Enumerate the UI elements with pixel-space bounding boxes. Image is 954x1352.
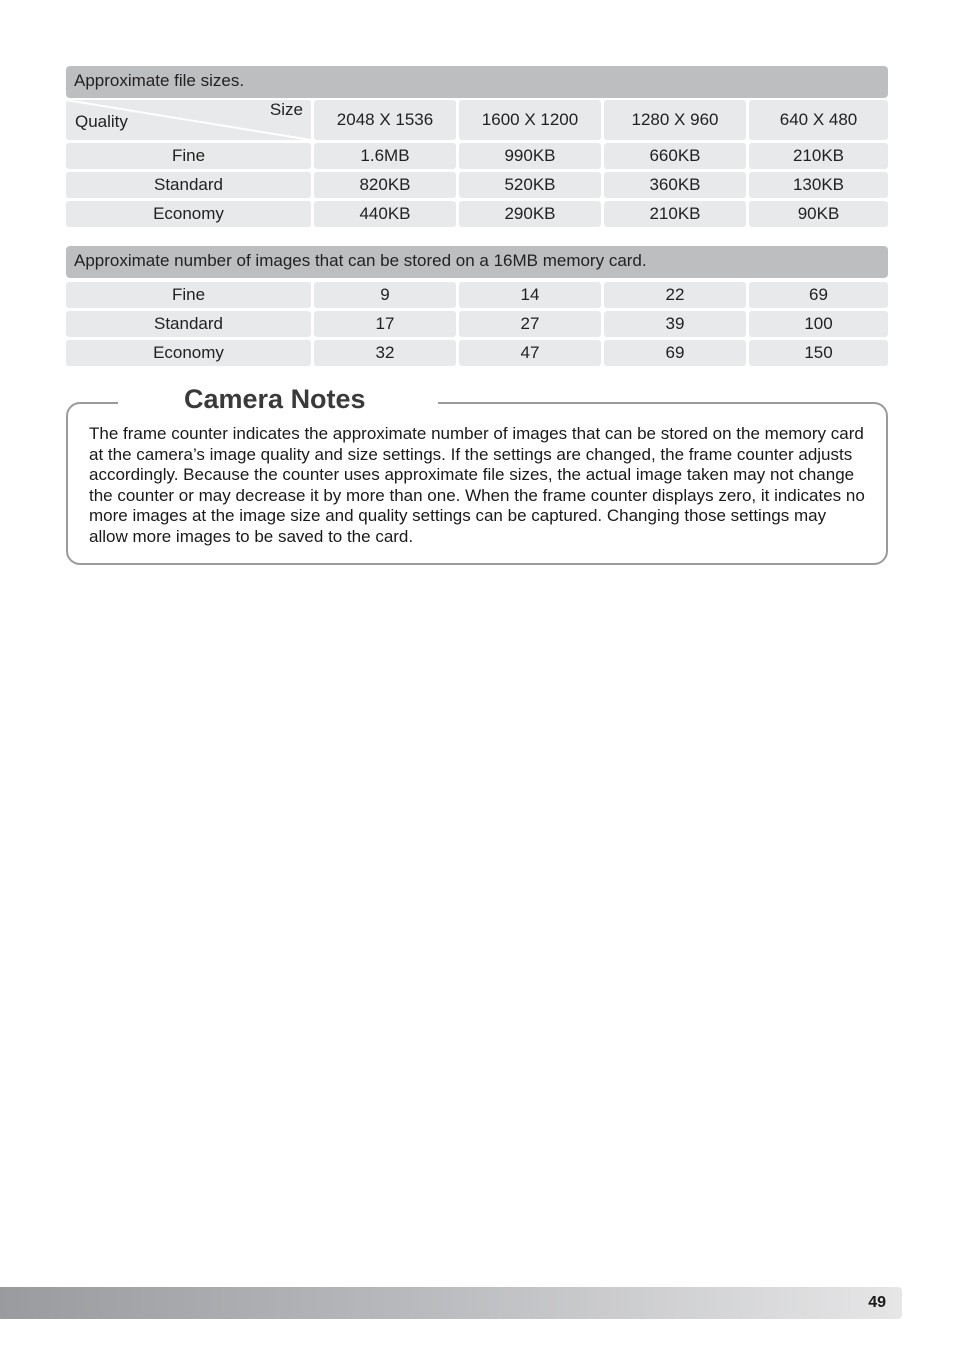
value-cell: 290KB [459, 201, 601, 227]
value-cell: 9 [314, 282, 456, 308]
value-cell: 990KB [459, 143, 601, 169]
quality-cell: Standard [66, 172, 311, 198]
image-counts-header: Approximate number of images that can be stored on a 16MB memory card. [66, 246, 888, 278]
quality-cell: Economy [66, 201, 311, 227]
value-cell: 440KB [314, 201, 456, 227]
table-row [66, 311, 888, 337]
value-cell: 360KB [604, 172, 746, 198]
quality-size-corner-cell [66, 100, 311, 140]
value-cell: 820KB [314, 172, 456, 198]
camera-notes-title: Camera Notes [184, 384, 366, 414]
value-cell: 69 [604, 340, 746, 366]
value-cell: 17 [314, 311, 456, 337]
column-header: 1600 X 1200 [459, 100, 601, 140]
table-row [66, 143, 888, 169]
value-cell: 130KB [749, 172, 888, 198]
quality-cell: Standard [66, 311, 311, 337]
quality-cell: Economy [66, 340, 311, 366]
value-cell: 47 [459, 340, 601, 366]
size-label: Size [269, 100, 303, 119]
table-row [66, 340, 888, 366]
page-number: 49 [868, 1294, 886, 1311]
quality-cell: Fine [66, 282, 311, 308]
value-cell: 100 [749, 311, 888, 337]
column-header: 1280 X 960 [604, 100, 746, 140]
column-header: 640 X 480 [749, 100, 888, 140]
value-cell: 90KB [749, 201, 888, 227]
value-cell: 210KB [749, 143, 888, 169]
column-header: 2048 X 1536 [314, 100, 456, 140]
value-cell: 150 [749, 340, 888, 366]
value-cell: 69 [749, 282, 888, 308]
table-row [66, 282, 888, 308]
value-cell: 27 [459, 311, 601, 337]
value-cell: 520KB [459, 172, 601, 198]
value-cell: 1.6MB [314, 143, 456, 169]
value-cell: 39 [604, 311, 746, 337]
table-row [66, 201, 888, 227]
file-sizes-header: Approximate file sizes. [66, 66, 888, 98]
size-header-row [66, 100, 888, 140]
value-cell: 22 [604, 282, 746, 308]
value-cell: 14 [459, 282, 601, 308]
value-cell: 32 [314, 340, 456, 366]
footer-bar [0, 1287, 902, 1319]
camera-notes-body: The frame counter indicates the approximate number of images that can be stored on the memory card at the camera’s image quality and size settings. If the settings are changed, the frame counter adjusts accordingly. Because the counter uses approximate file sizes, the actual image taken may not change the counter or may decrease it by more than one. When the frame counter displays zero, it indicates no more images at the image size and quality settings can be captured. Changing those settings may allow more images to be saved to the card. [89, 424, 865, 546]
value-cell: 210KB [604, 201, 746, 227]
table-row [66, 172, 888, 198]
quality-cell: Fine [66, 143, 311, 169]
value-cell: 660KB [604, 143, 746, 169]
quality-label: Quality [75, 112, 128, 131]
